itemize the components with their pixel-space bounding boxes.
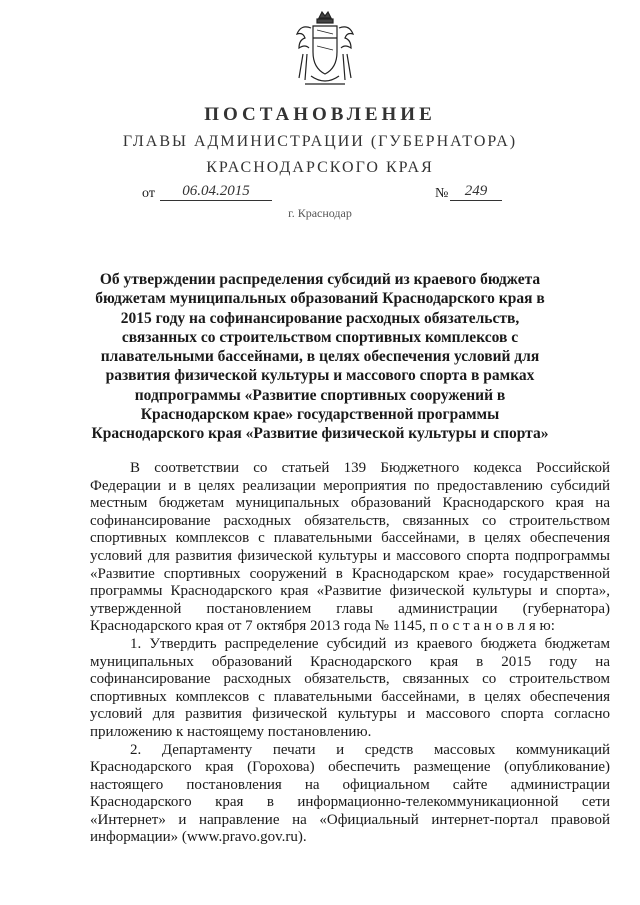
issuer-heading: ГЛАВЫ АДМИНИСТРАЦИИ (ГУБЕРНАТОРА) xyxy=(122,133,518,150)
number-prefix: № xyxy=(435,186,449,201)
coat-of-arms-icon xyxy=(293,8,357,90)
date-number-line xyxy=(0,183,640,207)
body-paragraph-item-2: 2. Департаменту печати и средств массовых коммуникаций Краснодарского края (Горохова) обеспечить размещение (опубликование) настоящего постановления на официальном сайте администрации Краснодарского края в информационно-телекоммуникационной сети «Интернет» и направление на «Официальный интернет-портал правовой информации» (www.pravo.gov.ru). xyxy=(90,741,610,846)
document-body xyxy=(90,460,610,847)
region-heading: КРАСНОДАРСКОГО КРАЯ xyxy=(206,159,434,176)
document-number: 249 xyxy=(450,183,502,201)
body-paragraph-item-1: 1. Утвердить распределение субсидий из краевого бюджета бюджетам муниципальных образований Краснодарского края в 2015 году на софинансирование расходных обязательств, связанных со строительством спортивных комплексов с плавательными бассейнами, в целях обеспечения условий для развития физической культуры и массового спорта согласно приложению к настоящему постановлению. xyxy=(90,635,610,740)
city-label: г. Краснодар xyxy=(288,206,352,220)
document-type-heading: ПОСТАНОВЛЕНИЕ xyxy=(204,104,436,125)
date-prefix: от xyxy=(142,186,155,201)
document-date: 06.04.2015 xyxy=(160,183,272,201)
body-paragraph-preamble: В соответствии со статьей 139 Бюджетного кодекса Российской Федерации и в целях реализации мероприятия по предоставлению субсидий местным бюджетам муниципальных образований Краснодарского края на софинансирование расходных обязательств, связанных со строительством спортивных комплексов с плавательными бассейнами, в целях обеспечения условий для развития физической культуры и массового спорта подпрограммы «Развитие спортивных сооружений в Краснодарском крае» государственной программы Краснодарского края «Развитие физической культуры и спорта», утвержденной постановлением главы администрации (губернатора) Краснодарского края от 7 октября 2013 года № 1145, п о с т а н о в л я ю: xyxy=(90,460,610,635)
document-title: Об утверждении распределения субсидий из краевого бюджета бюджетам муниципальных образований Краснодарского края в 2015 году на софинансирование расходных обязательств, связанных со строительством спортивных комплексов с плавательными бассейнами, в целях обеспечения условий для развития физической культуры и массового спорта в рамках подпрограммы «Развитие спортивных сооружений в Краснодарском крае» государственной программы Краснодарского края «Развитие физической культуры и спорта» xyxy=(91,271,549,443)
